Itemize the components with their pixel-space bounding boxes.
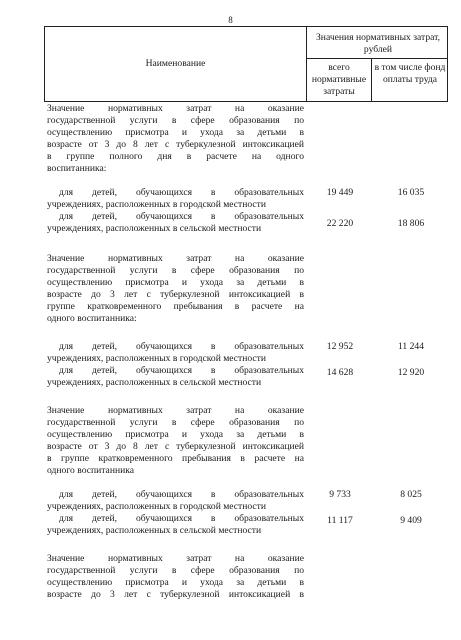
header-right-border	[447, 26, 448, 102]
section-2-row-1: для детей, обучающихся в образовательных учреждениях, расположенных в городской местности	[47, 341, 304, 364]
header-divider-values	[306, 58, 448, 59]
section-3-title: Значение нормативных затрат на оказание государственной услуги в сфере образования по осуществлению присмотра и ухода за детьми в возрасте от 3 до 8 лет с туберкулезной интоксикацией в группе кратковременного пребывания в расчете на одного воспитанника	[47, 405, 304, 476]
section-1-row-2-wage: 18 806	[397, 218, 425, 229]
section-2-row-1-total: 12 952	[326, 341, 354, 352]
header-top-border	[44, 26, 448, 27]
section-1-row-1: для детей, обучающихся в образовательных учреждениях, расположенных в городской местности	[47, 187, 304, 210]
section-4-title: Значение нормативных затрат на оказание государственной услуги в сфере образования по осуществлению присмотра и ухода за детьми в возрасте до 3 лет с туберкулезной интоксикацией в	[47, 553, 304, 600]
header-wage-column: в том числе фонд оплаты труда	[374, 62, 446, 85]
section-3-row-2: для детей, обучающихся в образовательных учреждениях, расположенных в сельской местности	[47, 513, 304, 536]
section-3-row-2-wage: 9 409	[400, 515, 422, 526]
section-2-row-2: для детей, обучающихся в образовательных учреждениях, расположенных в сельской местности	[47, 365, 304, 388]
page-number: 8	[228, 15, 233, 25]
section-1-row-2: для детей, обучающихся в образовательных учреждениях, расположенных в сельской местности	[47, 211, 304, 234]
section-3-row-1: для детей, обучающихся в образовательных учреждениях, расположенных в городской местности	[47, 489, 304, 512]
section-1-row-1-total: 19 449	[326, 187, 354, 198]
header-bottom-border	[44, 101, 448, 102]
section-1-title: Значение нормативных затрат на оказание государственной услуги в сфере образования по осуществлению присмотра и ухода за детьми в возрасте от 3 до 8 лет с туберкулезной интоксикацией в группе полного дня в расчете на одного воспитанника:	[47, 103, 304, 174]
header-total-column: всего нормативные затраты	[311, 62, 367, 97]
section-1-row-1-wage: 16 035	[397, 187, 425, 198]
section-2-title: Значение нормативных затрат на оказание государственной услуги в сфере образования по осуществлению присмотра и ухода за детьми в возрасте до 3 лет с туберкулезной интоксикацией в группе кратковременного пребывания в расчете на одного воспитанника:	[47, 253, 304, 324]
section-2-row-2-wage: 12 920	[397, 367, 425, 378]
header-name-column: Наименование	[145, 58, 206, 69]
section-3-row-1-total: 9 733	[329, 489, 351, 500]
section-3-row-2-total: 11 117	[327, 515, 353, 526]
section-2-row-2-total: 14 628	[326, 367, 354, 378]
section-2-row-1-wage: 11 244	[397, 341, 425, 352]
header-values-group: Значения нормативных затрат, рублей	[316, 32, 440, 55]
section-3-row-1-wage: 8 025	[400, 489, 422, 500]
section-1-row-2-total: 22 220	[326, 218, 354, 229]
header-divider-subcols	[371, 58, 372, 102]
